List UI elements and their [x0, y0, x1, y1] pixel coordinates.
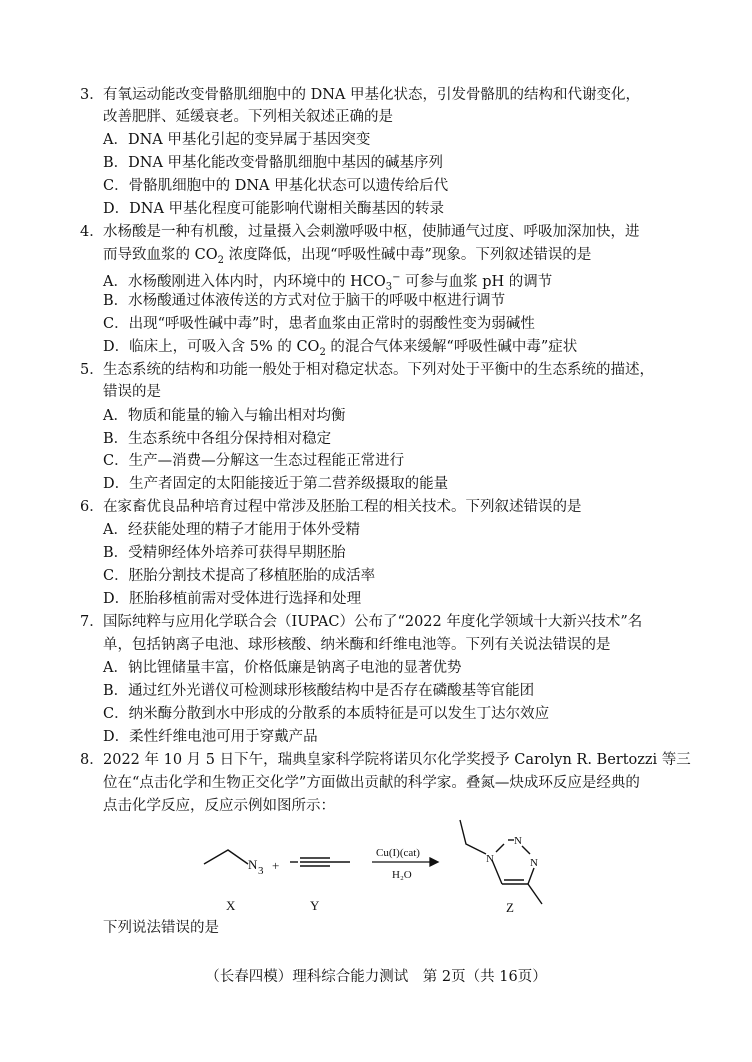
option-c: C．骨骼肌细胞中的 DNA 甲基化状态可以遗传给后代	[103, 178, 449, 194]
option-c: C．胚胎分割技术提高了移植胚胎的成活率	[103, 568, 376, 584]
option-a: A．物质和能量的输入与输出相对均衡	[103, 408, 346, 424]
question-number: 4．	[80, 224, 104, 240]
question-number: 7．	[80, 614, 104, 630]
question-stem-line: 点击化学反应，反应示例如图所示：	[103, 798, 335, 814]
option-c: C．生产—消费—分解这一生态过程能正常进行	[103, 453, 405, 469]
reaction-arrow	[372, 858, 438, 866]
option-b: B．受精卵经体外培养可获得早期胚胎	[103, 545, 346, 561]
triazole-n1: N	[486, 853, 494, 865]
option-b: B．DNA 甲基化能改变骨骼肌细胞中基因的碱基序列	[103, 155, 444, 171]
option-d: D．DNA 甲基化程度可能影响代谢相关酶基因的转录	[103, 201, 445, 217]
question-followup: 下列说法错误的是	[103, 920, 219, 936]
question-stem-line: 有氧运动能改变骨骼肌细胞中的 DNA 甲基化状态，引发骨骼肌的结构和代谢变化，	[103, 87, 640, 103]
question-stem-line: 错误的是	[103, 384, 161, 400]
question-stem-line: 改善肥胖、延缓衰老。下列相关叙述正确的是	[103, 109, 393, 125]
option-a: A．水杨酸刚进入体内时，内环境中的 $HCO_3^-$ 可参与血浆 pH 的调节	[103, 272, 553, 293]
azide-n-label: N	[248, 857, 258, 872]
triazole-n2: N	[514, 835, 522, 847]
plus-sign: +	[272, 858, 280, 873]
question-number: 6．	[80, 499, 104, 515]
question-stem-line: 在家畜优良品种培育过程中常涉及胚胎工程的相关技术。下列叙述错误的是	[103, 499, 582, 515]
option-d: D．柔性纤维电池可用于穿戴产品	[103, 729, 318, 745]
label-y: Y	[310, 898, 320, 913]
option-b: B．通过红外光谱仪可检测球形核酸结构中是否存在磷酸基等官能团	[103, 683, 535, 699]
compound-x-structure	[204, 850, 248, 864]
question-stem-line: 位在“点击化学和生物正交化学”方面做出贡献的科学家。叠氮—炔成环反应是经典的	[103, 775, 640, 791]
option-b: B．水杨酸通过体液传送的方式对位于脑干的呼吸中枢进行调节	[103, 293, 506, 309]
option-a: A．DNA 甲基化引起的变异属于基因突变	[103, 132, 371, 148]
azide-subscript: 3	[258, 865, 264, 877]
page-footer: （长春四模）理科综合能力测试 第 2页（共 16页）	[205, 969, 547, 985]
compound-y-structure	[290, 858, 350, 866]
option-d: D．生产者固定的太阳能接近于第二营养级摄取的能量	[103, 476, 449, 492]
condition-catalyst: Cu(I)(cat)	[376, 847, 420, 859]
option-c: C．纳米酶分散到水中形成的分散系的本质特征是可以发生丁达尔效应	[103, 706, 550, 722]
question-number: 3．	[80, 87, 104, 103]
question-stem-line: 生态系统的结构和功能一般处于相对稳定状态。下列对处于平衡中的生态系统的描述，	[103, 362, 654, 378]
option-a: A．钠比锂储量丰富，价格低廉是钠离子电池的显著优势	[103, 660, 462, 676]
option-b: B．生态系统中各组分保持相对稳定	[103, 431, 332, 447]
label-z: Z	[506, 900, 514, 915]
label-x: X	[226, 898, 236, 913]
option-d: D．临床上，可吸入含 5% 的 $CO_2$ 的混合气体来缓解“呼吸性碱中毒”症状	[103, 339, 578, 358]
question-stem-line: 国际纯粹与应用化学联合会（IUPAC）公布了“2022 年度化学领域十大新兴技术”名	[103, 614, 643, 630]
question-stem-line: 而导致血浆的 $CO_2$ 浓度降低，出现“呼吸性碱中毒”现象。下列叙述错误的是	[103, 247, 592, 266]
question-stem-line: 2022 年 10 月 5 日下午，瑞典皇家科学院将诺贝尔化学奖授予 Carolyn R. Bertozzi 等三	[103, 752, 691, 768]
option-d: D．胚胎移植前需对受体进行选择和处理	[103, 591, 362, 607]
question-number: 8．	[80, 752, 104, 768]
condition-solvent: H₂O	[392, 869, 412, 881]
question-stem-line: 水杨酸是一种有机酸，过量摄入会刺激呼吸中枢，使肺通气过度、呼吸加深加快，进	[103, 224, 640, 240]
reaction-scheme	[190, 812, 570, 932]
question-stem-line: 单，包括钠离子电池、球形核酸、纳米酶和纤维电池等。下列有关说法错误的是	[103, 637, 611, 653]
question-number: 5．	[80, 362, 104, 378]
option-c: C．出现“呼吸性碱中毒”时，患者血浆由正常时的弱酸性变为弱碱性	[103, 316, 535, 332]
triazole-n3: N	[530, 857, 538, 869]
option-a: A．经获能处理的精子才能用于体外受精	[103, 522, 360, 538]
